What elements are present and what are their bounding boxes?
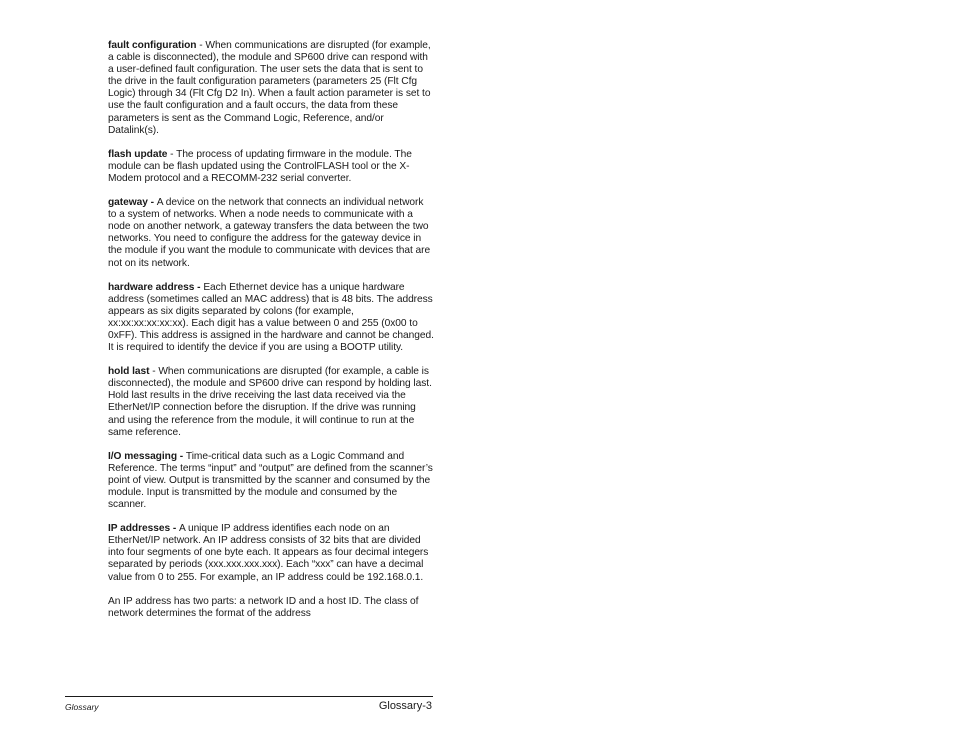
glossary-entry [108, 523, 434, 583]
glossary-term: I/O messaging [108, 450, 177, 462]
glossary-term: IP addresses [108, 523, 171, 535]
footer-page-number: Glossary-3 [378, 700, 432, 712]
term-separator: - [177, 450, 186, 462]
glossary-entry [108, 197, 434, 270]
term-separator: - [149, 366, 159, 378]
glossary-definition: When communications are disrupted (for example, a cable is disconnected), the module and SP600 drive can respond by holding last. Hold last results in the drive receiving the last data received via the EtherNet/IP connection before the disruption. If the drive was running and using the reference from the module, it will continue to run at the same reference. [108, 366, 432, 438]
term-separator: - [194, 281, 204, 293]
glossary-entry [108, 282, 434, 355]
term-separator: - [196, 40, 206, 51]
glossary-term: flash update [108, 148, 168, 160]
glossary-term: hardware address [108, 281, 195, 293]
glossary-entries [108, 40, 434, 632]
glossary-definition: Each Ethernet device has a unique hardware address (sometimes called an MAC address) that is 48 bits. The address appears as six digits separated by colons (for example, xx:xx:xx:xx:xx:xx). Each digit has a value between 0 and 255 (0x00 to 0xFF). This address is assigned in the hardware and cannot be changed. It is required to identify the device if you are using a BOOTP utility. [108, 281, 434, 354]
glossary-definition: A unique IP address identifies each node on an EtherNet/IP network. An IP address consists of 32 bits that are divided into four segments of one byte each. It appears as four decimal integers separated by periods (xxx.xxx.xxx.xxx). Each “xxx” can have a decimal value from 0 to 255. For example, an IP address could be 192.168.0.1. [108, 523, 429, 583]
glossary-entry [108, 40, 434, 137]
term-separator: - [167, 148, 177, 160]
glossary-entry [108, 451, 434, 511]
footer-section-label: Glossary [65, 702, 99, 712]
glossary-entry [108, 366, 434, 439]
footer-divider [65, 696, 433, 697]
glossary-definition: An IP address has two parts: a network ID and a host ID. The class of network determines the format of the address [108, 595, 419, 619]
glossary-term: fault configuration [108, 40, 197, 51]
term-separator: - [147, 197, 157, 209]
glossary-paragraph [108, 596, 434, 620]
glossary-definition: Time-critical data such as a Logic Command and Reference. The terms “input” and “output” are defined from the scanner’s point of view. Output is transmitted by the scanner and consumed by the module. Input is transmitted by the module and consumed by the scanner. [108, 450, 433, 511]
glossary-term: hold last [108, 366, 150, 378]
glossary-entry [108, 149, 434, 185]
glossary-definition: When communications are disrupted (for example, a cable is disconnected), the module and SP600 drive can respond with a user-defined fault configuration. The user sets the data that is sent to the drive in the fault configuration parameters (parameters 25 (Flt Cfg Logic) through 34 (Flt Cfg D2 In). When a fault action parameter is set to use the fault configuration and a fault occurs, the data from these parameters is sent as the Command Logic, Reference, and/or Datalink(s). [108, 40, 431, 136]
glossary-definition: The process of updating firmware in the module. The module can be flash updated using the ControlFLASH tool or the X-Modem protocol and a RECOMM-232 serial converter. [108, 148, 412, 184]
glossary-definition: A device on the network that connects an individual network to a system of networks. When a node needs to communicate with a node on another network, a gateway transfers the data between the two networks. You need to configure the address for the gateway device in the module if you want the module to communicate with devices that are not on its network. [108, 197, 431, 269]
term-separator: - [170, 523, 179, 535]
glossary-term: gateway [108, 197, 148, 209]
